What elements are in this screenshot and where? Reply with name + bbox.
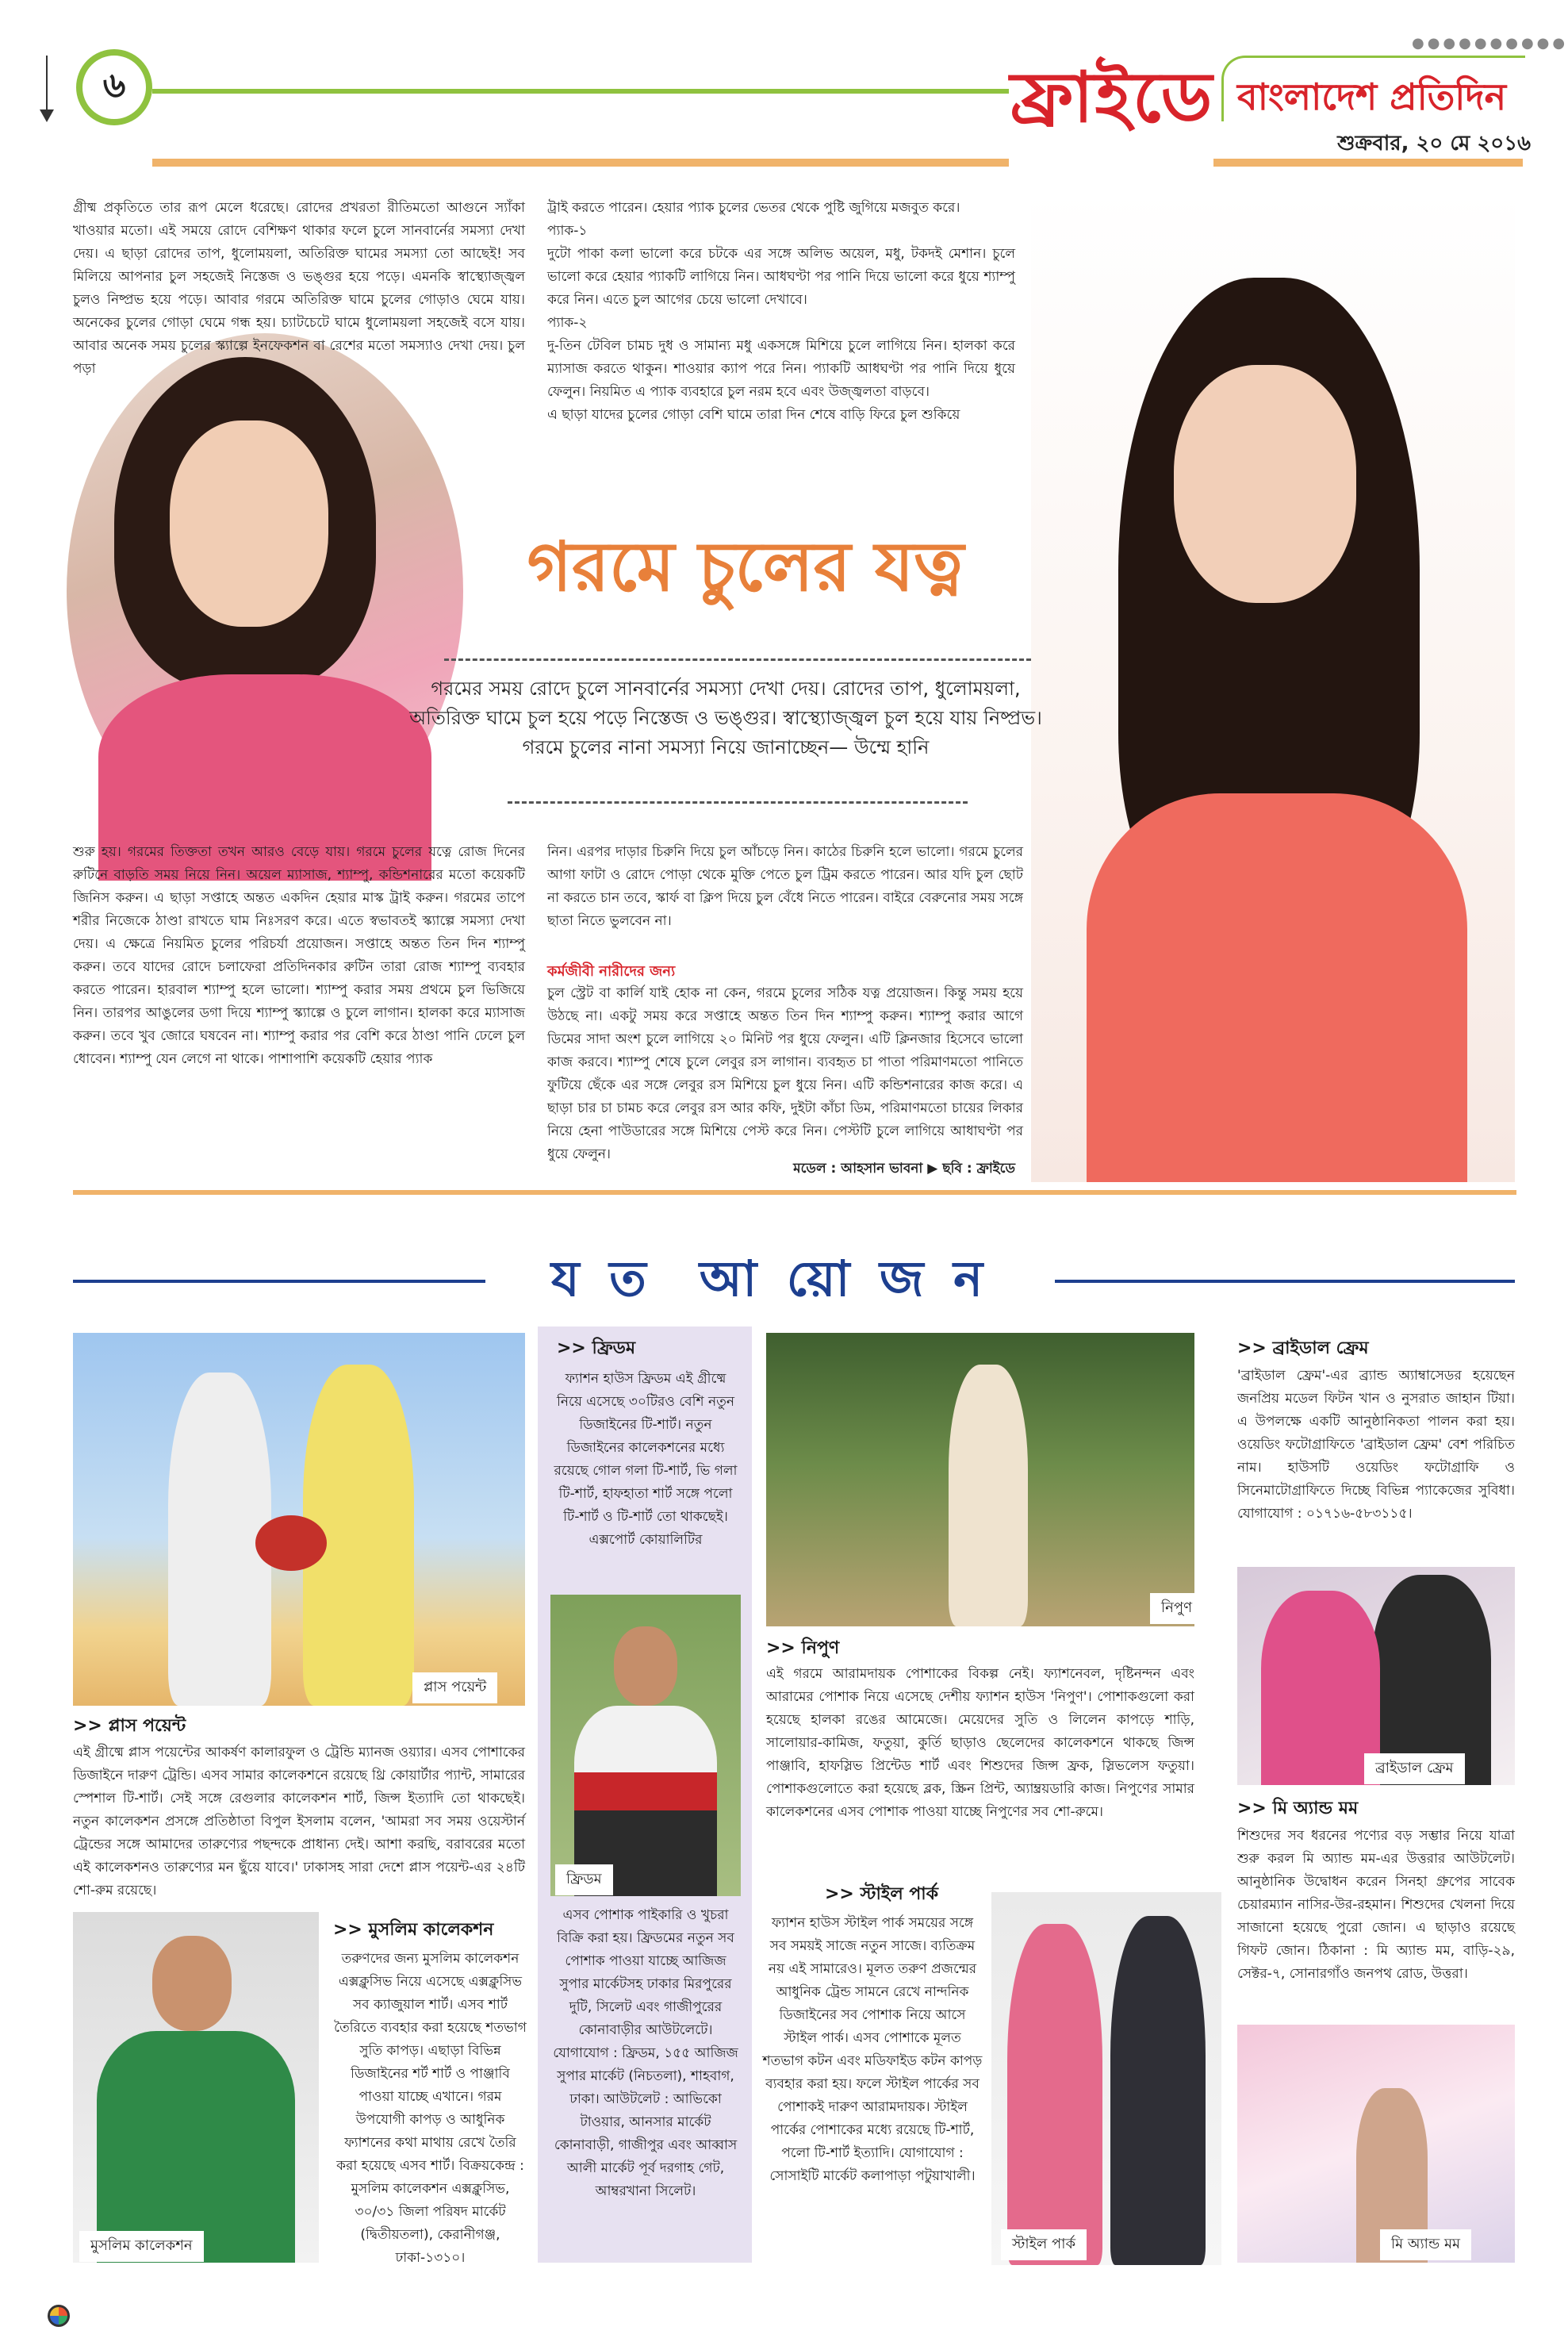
right-model-dress [1087, 793, 1467, 1182]
photo-credit: মডেল : আহসান ভাবনা ▶ ছবি : ফ্রাইডে [793, 1161, 1015, 1177]
right-model-face [1174, 365, 1356, 603]
section-title: য ত আ য়ো জ ন [550, 1250, 990, 1307]
freedom-photo [550, 1595, 741, 1896]
freedom-text-1: ফ্যাশন হাউস ফ্রিডম এই গ্রীষ্মে নিয়ে এসেছে ৩০টিরও বেশি নতুন ডিজাইনের টি-শার্ট। নতুন ডিজাইনের কালেকশনের মধ্যে রয়েছে গোল গলা টি-শার্ট, ভি গলা টি-শার্ট, হাফহাতা শার্ট সঙ্গে পলো টি-শার্ট ও টি-শার্ট তো থাকছেই। এক্সপোর্ট কোয়ালিটির [554, 1371, 738, 1548]
feature-intro: গরমের সময় রোদে চুলে সানবার্নের সমস্যা দেখা দেয়। রোদের তাপ, ধুলোময়লা, অতিরিক্ত ঘামে চুল হয়ে পড়ে নিস্তেজ ও ভঙ্গুর। স্বাস্থ্যোজ্জ্বল চুল হয়ে যায় নিষ্প্রভ। গরমে চুলের নানা সমস্যা নিয়ে জানাচ্ছেন— উম্মে হানি [409, 678, 1042, 758]
header-green-rule [152, 89, 1009, 94]
feature-bottom-rule [73, 1190, 1516, 1195]
nipun-model [949, 1365, 1028, 1626]
nipun-photo [766, 1333, 1194, 1626]
muslim-photo [73, 1912, 319, 2263]
me-and-mom-photo-label: মি অ্যান্ড মম [1380, 2229, 1471, 2260]
me-and-mom-heading: >> মি অ্যান্ড মম [1237, 1799, 1359, 1818]
intro-rule-bottom [508, 801, 968, 804]
muslim-photo-label: মুসলিম কালেকশন [79, 2231, 204, 2262]
bridal-photo [1237, 1567, 1515, 1785]
article-col2-top: ট্রাই করতে পারেন। হেয়ার প্যাক চুলের ভেতর থেকে পুষ্টি জুগিয়ে মজবুত করে। প্যাক-১ দুটো পাকা কলা ভালো করে চটকে এর সঙ্গে অলিভ অয়েল, মধু, টকদই মেশান। চুলে ভালো করে হেয়ার প্যাকটি লাগিয়ে নিন। আধঘণ্টা পর পানি দিয়ে ভালো করে ধুয়ে শ্যাম্পু করে নিন। এতে চুল আগের চেয়ে ভালো দেখাবে। প্যাক-২ দু-তিন টেবিল চামচ দুধ ও সামান্য মধু একসঙ্গে মিশিয়ে চুলে লাগিয়ে নিন। হালকা করে ম্যাসাজ করতে থাকুন। শাওয়ার ক্যাপ পরে নিন। প্যাকটি আধঘণ্টা পর পানি দিয়ে ধুয়ে ফেলুন। নিয়মিত এ প্যাক ব্যবহারে চুল নরম হবে এবং উজ্জ্বলতা বাড়বে। এ ছাড়া যাদের চুলের গোড়া বেশি ঘামে তারা দিন শেষে বাড়ি ফিরে চুল শুকিয়ে [547, 200, 1015, 423]
style-park-model-2 [1110, 1916, 1206, 2265]
top-margin-arrow-head [40, 109, 54, 122]
muslim-text: তরুণদের জন্য মুসলিম কালেকশন এক্সক্লুসিভ নিয়ে এসেছে এক্সক্লুসিভ সব ক্যাজুয়াল শার্ট। এসব শার্ট তৈরিতে ব্যবহার করা হয়েছে শতভাগ সুতি কাপড়। এছাড়া বিভিন্ন ডিজাইনের শর্ট শার্ট ও পাঞ্জাবি পাওয়া যাচ্ছে এখানে। গরম উপযোগী কাপড় ও আধুনিক ফ্যাশনের কথা মাথায় রেখে তৈরি করা হয়েছে এসব শার্ট। বিক্রয়কেন্দ্র : মুসলিম কালেকশন এক্সক্লুসিভ, ৩০/৩১ জিলা পরিষদ মার্কেট (দ্বিতীয়তলা), কেরানীগঞ্জ, ঢাকা-১৩১০। [334, 1951, 527, 2266]
section-rule-right [1055, 1280, 1515, 1283]
freedom-model-head [614, 1626, 677, 1706]
bridal-heading: >> ব্রাইডাল ফ্রেম [1237, 1338, 1369, 1358]
style-park-photo-label: স্টাইল পার্ক [1001, 2229, 1087, 2260]
article-col1-top: গ্রীষ্ম প্রকৃতিতে তার রূপ মেলে ধরেছে। রোদের প্রখরতা রীতিমতো আগুনে স্যাঁকা খাওয়ার মতো। এই সময়ে রোদে বেশিক্ষণ থাকার ফলে চুলে সানবার্নের সমস্যা দেখা দেয়। এ ছাড়া রোদের তাপ, ধুলোময়লা, অতিরিক্ত ঘামের সমস্যা তো আছেই! সব মিলিয়ে আপনার চুল সহজেই নিস্তেজ ও ভঙ্গুর হয়ে পড়ে। এমনকি স্বাস্থ্যোজ্জ্বল চুলও নিষ্প্রভ হয়ে পড়ে। আবার গরমে অতিরিক্ত ঘামে চুলের গোড়াও ঘেমে যায়। অনেকের চুলের গোড়া ঘেমে গন্ধ হয়। চ্যাটচেটে ঘামে ধুলোময়লা সহজেই বসে যায়। আবার অনেক সময় চুলের স্ক্যাল্পে ইনফেকশন বা রেশের মতো সমস্যাও দেখা দেয়। চুল পড়া [73, 200, 525, 377]
muslim-model-head [152, 1936, 232, 2031]
freedom-text-2: এসব পোশাক পাইকারি ও খুচরা বিক্রি করা হয়। ফ্রিডমের নতুন সব পোশাক পাওয়া যাচ্ছে আজিজ সুপার মার্কেটসহ ঢাকার মিরপুরের দুটি, সিলেট এবং গাজীপুরের কোনাবাড়ীর আউটলেটে। যোগাযোগ : ফ্রিডম, ১৫৫ আজিজ সুপার মার্কেট (নিচতলা), শাহবাগ, ঢাকা। আউটলেট : আভিকো টাওয়ার, আনসার মার্কেট কোনাবাড়ী, গাজীপুর এবং আব্বাস আলী মার্কেট পূর্ব দরগাহ গেট, আম্বরখানা সিলেট। [553, 1907, 738, 2199]
style-park-photo [991, 1892, 1221, 2265]
plus-point-ball [255, 1515, 327, 1571]
article-col2-sub: চুল স্ট্রেট বা কার্লি যাই হোক না কেন, গরমে চুলের সঠিক যত্ন প্রয়োজন। কিন্তু সময় হয়ে উঠছে না। একটু সময় করে সপ্তাহে অন্তত তিন দিন শ্যাম্পু করুন। শ্যাম্পু করার আগে ডিমের সাদা অংশ চুলে লাগিয়ে ২০ মিনিট পর ধুয়ে ফেলুন। এটি ক্লিনজার হিসেবে ভালো কাজ করবে। শ্যাম্পু শেষে চুলে লেবুর রস লাগান। ব্যবহৃত চা পাতা পরিমাণমতো পানিতে ফুটিয়ে ছেঁকে এর সঙ্গে লেবুর রস মিশিয়ে চুল ধুয়ে নিন। এটি কন্ডিশনারের কাজ করে। এ ছাড়া চার চা চামচ করে লেবুর রস আর কফি, দুইটা কাঁচা ডিম, পরিমাণমতো চায়ের লিকার নিয়ে হেনা পাউডারের সঙ্গে মিশিয়ে পেস্ট করে নিন। পেস্টটি চুলে লাগিয়ে আধাঘণ্টা পর ধুয়ে ফেলুন। [547, 985, 1023, 1162]
freedom-photo-label: ফ্রিডম [555, 1864, 613, 1895]
plus-point-heading: >> প্লাস পয়েন্ট [73, 1716, 186, 1736]
sub-heading-working-women: কর্মজীবী নারীদের জন্য [547, 963, 676, 980]
bridal-woman [1261, 1591, 1380, 1785]
plus-point-photo [73, 1333, 525, 1706]
brand-section-name: ফ্রাইডে [1010, 56, 1214, 138]
article-col1-bottom: শুরু হয়। গরমের তিক্ততা তখন আরও বেড়ে যায়। গরমে চুলের যত্নে রোজ দিনের রুটিনে বাড়তি সময় নিয়ে নিন। অয়েল ম্যাসাজ, শ্যাম্পু, কন্ডিশনারের মতো কয়েকটি জিনিস করুন। এ ছাড়া সপ্তাহে অন্তত একদিন হেয়ার মাস্ক ট্রাই করুন। গরমের তাপে শরীর নিজেকে ঠাণ্ডা রাখতে ঘাম নিঃসরণ করে। এতে স্বভাবতই স্ক্যাল্পে সমস্যা দেখা দেয়। এ ক্ষেত্রে নিয়মিত চুলের পরিচর্যা প্রয়োজন। সপ্তাহে অন্তত তিন দিন শ্যাম্পু করুন। তবে যাদের রোদে চলাফেরা প্রতিদিনকার রুটিন তারা রোজ শ্যাম্পু ব্যবহার করতে পারেন। হারবাল শ্যাম্পু হলে ভালো। শ্যাম্পু করার সময় প্রথমে চুল ভিজিয়ে নিন। তারপর আঙুলের ডগা দিয়ে শ্যাম্পু স্ক্যাল্পে ও চুলে লাগান। হালকা করে ম্যাসাজ করুন। তবে খুব জোরে ঘষবেন না। শ্যাম্পু করার পর বেশি করে ঠাণ্ডা পানি ঢেলে চুল ধোবেন। শ্যাম্পু যেন লেগে না থাকে। পাশাপাশি কয়েকটি হেয়ার প্যাক [73, 844, 525, 1067]
nipun-heading: >> নিপুণ [766, 1638, 840, 1658]
style-park-model-1 [1007, 1924, 1102, 2265]
muslim-heading: >> মুসলিম কালেকশন [333, 1920, 494, 1940]
style-park-text: ফ্যাশন হাউস স্টাইল পার্ক সময়ের সঙ্গে সব সময়ই সাজে নতুন সাজে। ব্যতিক্রম নয় এই সামারেও। মূলত তরুণ প্রজন্মের আধুনিক ট্রেন্ড সামনে রেখে নান্দনিক ডিজাইনের সব পোশাক নিয়ে আসে স্টাইল পার্ক। এসব পোশাকে মূলত শতভাগ কটন এবং মডিফাইড কটন কাপড় ব্যবহার করা হয়। ফলে স্টাইল পার্কের সব পোশাকই দারুণ আরামদায়ক। স্টাইল পার্কের পোশাকের মধ্যে রয়েছে টি-শার্ট, পলো টি-শার্ট ইত্যাদি। যোগাযোগ : সোসাইটি মার্কেট কলাপাড়া পটুয়াখালী। [762, 1915, 983, 2184]
paper-name: বাংলাদেশ প্রতিদিন [1237, 75, 1507, 118]
issue-date: শুক্রবার, ২০ মে ২০১৬ [1337, 132, 1531, 155]
header-orange-rule [152, 159, 1009, 167]
plus-point-photo-label: প্লাস পয়েন্ট [412, 1672, 497, 1703]
section-rule-left [73, 1280, 485, 1283]
freedom-heading: >> ফ্রিডম [557, 1338, 636, 1358]
muslim-model-shirt [97, 2031, 295, 2263]
bridal-photo-label: ব্রাইডাল ফ্রেম [1364, 1753, 1465, 1784]
me-and-mom-text: শিশুদের সব ধরনের পণ্যের বড় সম্ভার নিয়ে যাত্রা শুরু করল মি অ্যান্ড মম-এর উত্তরার আউটলেট। আনুষ্ঠানিক উদ্বোধন করেন সিনহা গ্রুপের সাবেক চেয়ারম্যান নাসির-উর-রহমান। শিশুদের খেলনা দিয়ে সাজানো হয়েছে পুরো জোন। এ ছাড়াও রয়েছে গিফট জোন। ঠিকানা : মি অ্যান্ড মম, বাড়ি-২৯, সেক্টর-৭, সোনারগাঁও জনপথ রোড, উত্তরা। [1237, 1828, 1515, 1982]
header-dots: ●●●●●●●●●● [1412, 35, 1568, 52]
feature-title: গরমে চুলের যত্ন [527, 528, 964, 607]
registration-mark-icon [48, 2305, 70, 2327]
nipun-text: এই গরমে আরামদায়ক পোশাকের বিকল্প নেই। ফ্যাশনেবল, দৃষ্টিনন্দন এবং আরামের পোশাক নিয়ে এসেছে দেশীয় ফ্যাশন হাউস 'নিপুণ'। পোশাকগুলো করা হয়েছে হালকা রঙের আমেজে। মেয়েদের সুতি ও লিলেন কাপড়ে শাড়ি, সালোয়ার-কামিজ, ফতুয়া, কুর্তি ছাড়াও ছেলেদের কালেকশনে থাকছে জিন্স পাঞ্জাবি, হাফস্লিভ প্রিন্টেড শার্ট এবং শিশুদের জিন্স ফ্রক, স্লিভলেস ফতুয়া। পোশাকগুলোতে করা হয়েছে ব্লক, স্ক্রিন প্রিন্ট, অ্যাম্ব্রয়ডারি কাজ। নিপুণের সামার কালেকশনের এসব পোশাক পাওয়া যাচ্ছে নিপুণের সব শো-রুমে। [766, 1666, 1194, 1820]
style-park-heading: >> স্টাইল পার্ক [825, 1884, 939, 1904]
me-and-mom-photo [1237, 2025, 1515, 2263]
page-number: ৬ [102, 65, 126, 106]
article-col2-bottom: নিন। এরপর দাড়ার চিরুনি দিয়ে চুল আঁচড়ে নিন। কাঠের চিরুনি হলে ভালো। গরমে চুলের আগা ফাটা ও রোদে পোড়া থেকে মুক্তি পেতে চুল ট্রিম করতে পারেন। আর যদি চুল ছোট না করতে চান তবে, স্কার্ফ বা ক্লিপ দিয়ে চুল বেঁধে নিতে পারেন। বাইরে বেরুনোর সময় সঙ্গে ছাতা নিতে ভুলবেন না। [547, 844, 1023, 929]
intro-rule-top [444, 658, 1031, 661]
bridal-text: 'ব্রাইডাল ফ্রেম'-এর ব্র্যান্ড অ্যাম্বাসেডর হয়েছেন জনপ্রিয় মডেল ফিটন খান ও নুসরাত জাহান টিয়া। এ উপলক্ষে একটি আনুষ্ঠানিকতা পালন করা হয়। ওয়েডিং ফটোগ্রাফিতে 'ব্রাইডাল ফ্রেম' বেশ পরিচিত নাম। হাউসটি ওয়েডিং ফটোগ্রাফি ও সিনেমাটোগ্রাফিতে দিচ্ছে বিভিন্ন প্যাকেজের সুবিধা। যোগাযোগ : ০১৭১৬-৫৮৩১১৫। [1237, 1368, 1515, 1522]
right-model-photo [1031, 190, 1515, 1182]
plus-point-text: এই গ্রীষ্মে প্লাস পয়েন্টের আকর্ষণ কালারফুল ও ট্রেন্ডি ম্যানজ ওয়্যার। এসব পোশাকের ডিজাইনে দারুণ ট্রেন্ডি। এসব সামার কালেকশনে রয়েছে থ্রি কোয়ার্টার প্যান্ট, সামারের স্পেশাল টি-শার্ট। সেই সঙ্গে রেগুলার কালেকশন শার্ট, জিন্স ইত্যাদি তো থাকছেই। নতুন কালেকশন প্রসঙ্গে প্রতিষ্ঠাতা বিপুল ইসলাম বলেন, 'আমরা সব সময় ওয়েস্টার্ন ট্রেন্ডের সঙ্গে আমাদের তারুণ্যের পছন্দকে প্রাধান্য দেই। আশা করছি, বরাবরের মতো এই কালেকশনও তারুণ্যের মন ছুঁয়ে যাবে।' ঢাকাসহ সারা দেশে প্লাস পয়েন্ট-এর ২৪টি শো-রুম রয়েছে। [73, 1745, 525, 1899]
nipun-photo-label: নিপুণ [1150, 1593, 1203, 1624]
